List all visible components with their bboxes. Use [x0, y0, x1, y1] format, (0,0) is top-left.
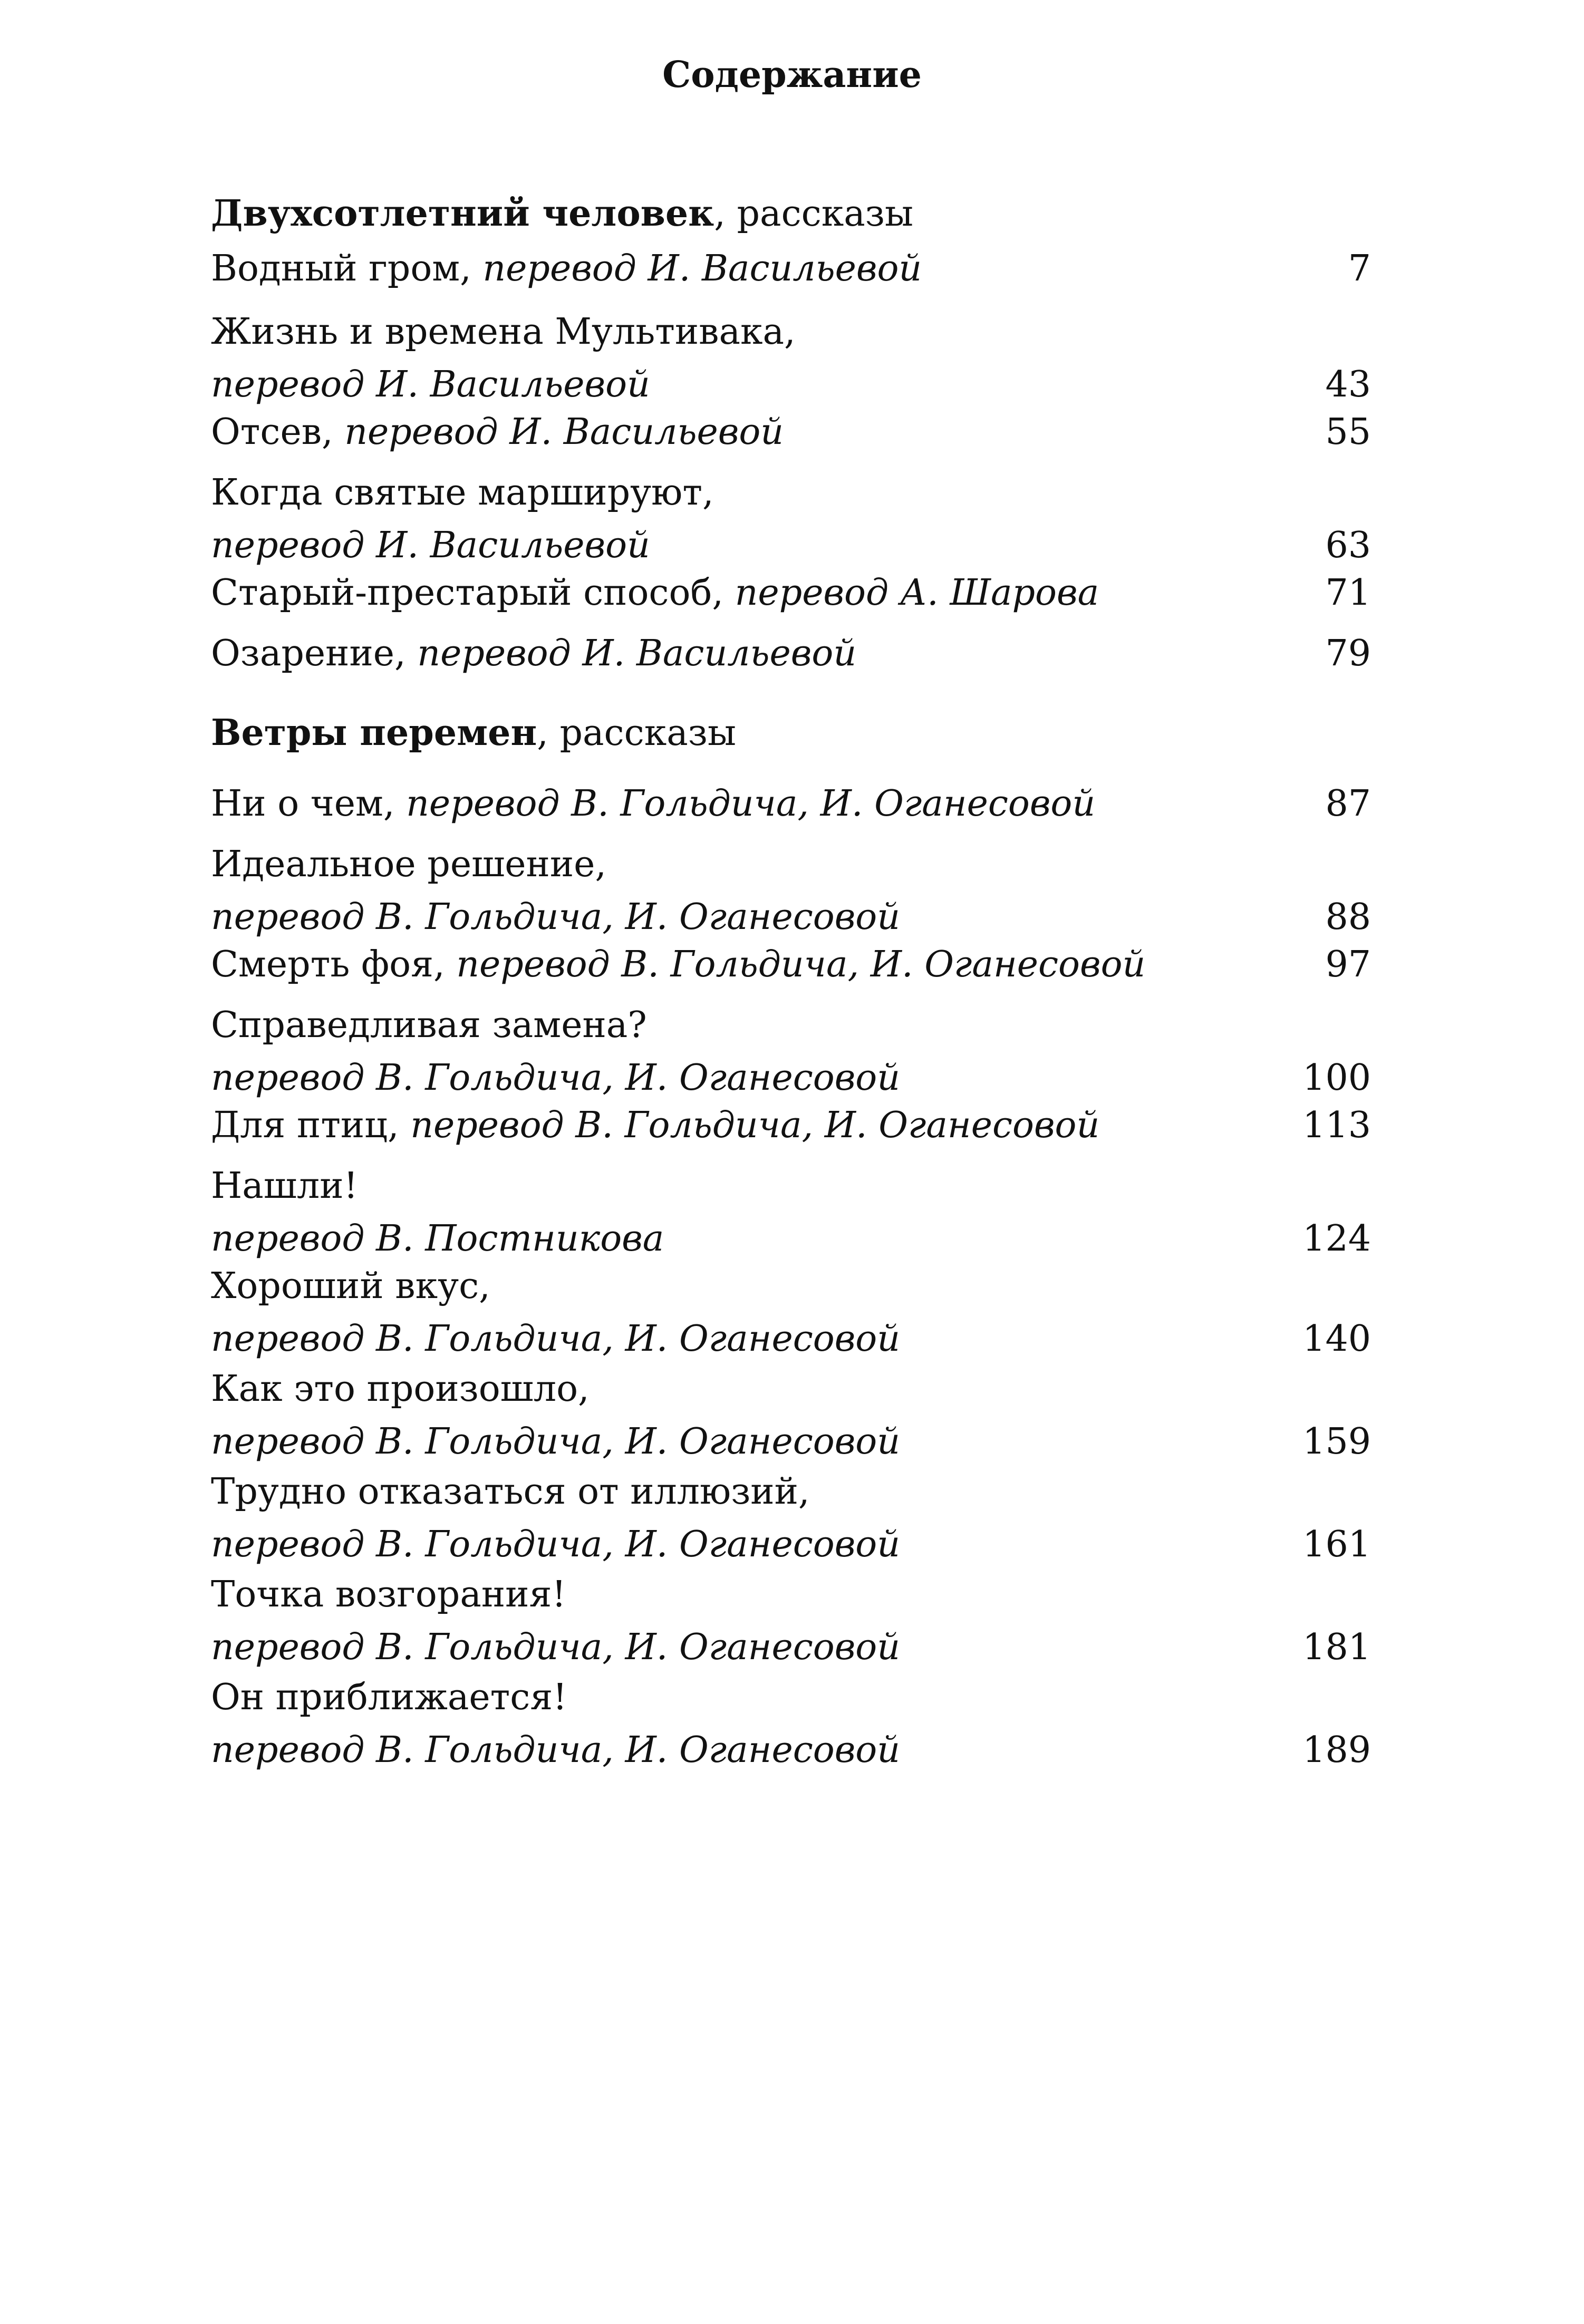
- entry-page-number: 140: [1302, 1318, 1371, 1360]
- entry-page-number: 124: [1302, 1218, 1371, 1260]
- entry-title: Озарение,: [211, 633, 406, 674]
- entry-page-number: 181: [1302, 1626, 1371, 1668]
- toc-entry[interactable]: [211, 999, 1371, 1105]
- toc-entry[interactable]: [211, 1160, 1371, 1265]
- section-kind: , рассказы: [537, 712, 736, 754]
- entry-page-number: 189: [1302, 1729, 1371, 1771]
- entry-translator: перевод В. Гольдича, И. Оганесовой: [211, 1626, 901, 1668]
- entry-translator: перевод И. Васильевой: [344, 411, 784, 453]
- entry-translator: перевод В. Гольдича, И. Оганесовой: [211, 1421, 901, 1463]
- entry-translator: перевод В. Постникова: [211, 1218, 664, 1260]
- toc-entry[interactable]: [211, 627, 1371, 680]
- entry-title: Когда святые маршируют,: [211, 472, 714, 514]
- entry-title: Трудно отказаться от иллюзий,: [211, 1471, 810, 1513]
- entry-title: Старый-престарый способ,: [211, 572, 723, 614]
- entry-title: Точка возгорания!: [211, 1574, 566, 1615]
- entry-page-number: 97: [1325, 944, 1371, 985]
- page-title: Содержание: [662, 54, 922, 96]
- entry-title: Ни о чем,: [211, 783, 395, 825]
- entry-translator: перевод И. Васильевой: [417, 633, 857, 674]
- section-title: Ветры перемен: [211, 712, 537, 754]
- entry-translator: перевод И. Васильевой: [482, 248, 922, 289]
- toc-entry[interactable]: [211, 1671, 1371, 1777]
- toc-entry[interactable]: [211, 1466, 1371, 1571]
- toc-entry[interactable]: [211, 778, 1371, 830]
- entry-title: Хороший вкус,: [211, 1265, 490, 1307]
- toc-entry[interactable]: [211, 1260, 1371, 1366]
- entry-translator: перевод В. Гольдича, И. Оганесовой: [211, 1729, 901, 1771]
- entry-translator: перевод В. Гольдича, И. Оганесовой: [211, 1524, 901, 1565]
- entry-translator: перевод В. Гольдича, И. Оганесовой: [211, 896, 901, 938]
- entry-title: Водный гром,: [211, 248, 471, 289]
- entry-title: Отсев,: [211, 411, 333, 453]
- entry-title: Смерть фоя,: [211, 944, 445, 985]
- section-heading: [211, 706, 1371, 760]
- entry-translator: перевод В. Гольдича, И. Оганесовой: [410, 1105, 1100, 1146]
- toc-entry[interactable]: [211, 1099, 1371, 1152]
- entry-translator: перевод А. Шарова: [735, 572, 1099, 614]
- entry-title: Жизнь и времена Мультивака,: [211, 311, 796, 353]
- toc-entry[interactable]: [211, 243, 1371, 295]
- entry-translator: перевод В. Гольдича, И. Оганесовой: [406, 783, 1096, 825]
- entry-title: Справедливая замена?: [211, 1004, 647, 1046]
- entry-translator: перевод И. Васильевой: [211, 525, 650, 566]
- toc-entry[interactable]: [211, 467, 1371, 572]
- toc-entry[interactable]: [211, 567, 1371, 619]
- toc-entry[interactable]: [211, 306, 1371, 411]
- entry-title: Нашли!: [211, 1165, 358, 1207]
- toc-entry[interactable]: [211, 938, 1371, 991]
- entry-title: Как это произошло,: [211, 1368, 590, 1410]
- entry-translator: перевод В. Гольдича, И. Оганесовой: [456, 944, 1146, 985]
- entry-page-number: 88: [1325, 896, 1371, 938]
- entry-translator: перевод В. Гольдича, И. Оганесовой: [211, 1057, 901, 1099]
- entry-page-number: 87: [1325, 783, 1371, 825]
- entry-page-number: 7: [1348, 248, 1371, 289]
- entry-page-number: 113: [1302, 1105, 1371, 1146]
- entry-page-number: 55: [1325, 411, 1371, 453]
- entry-translator: перевод И. Васильевой: [211, 364, 650, 405]
- entry-page-number: 79: [1325, 633, 1371, 674]
- entry-translator: перевод В. Гольдича, И. Оганесовой: [211, 1318, 901, 1360]
- section-kind: , рассказы: [714, 193, 914, 235]
- entry-page-number: 100: [1302, 1057, 1371, 1099]
- section-title: Двухсотлетний человек: [211, 192, 714, 235]
- entry-page-number: 159: [1302, 1421, 1371, 1463]
- entry-page-number: 43: [1325, 364, 1371, 405]
- entry-title: Идеальное решение,: [211, 844, 607, 885]
- entry-page-number: 71: [1325, 572, 1371, 614]
- toc-entry[interactable]: [211, 1568, 1371, 1674]
- toc-entry[interactable]: [211, 1363, 1371, 1468]
- entry-title: Он приближается!: [211, 1677, 567, 1718]
- entry-page-number: 63: [1325, 525, 1371, 566]
- toc-entry[interactable]: [211, 406, 1371, 459]
- toc-entry[interactable]: [211, 838, 1371, 944]
- section-heading: [211, 187, 1371, 240]
- entry-page-number: 161: [1302, 1524, 1371, 1565]
- entry-title: Для птиц,: [211, 1105, 399, 1146]
